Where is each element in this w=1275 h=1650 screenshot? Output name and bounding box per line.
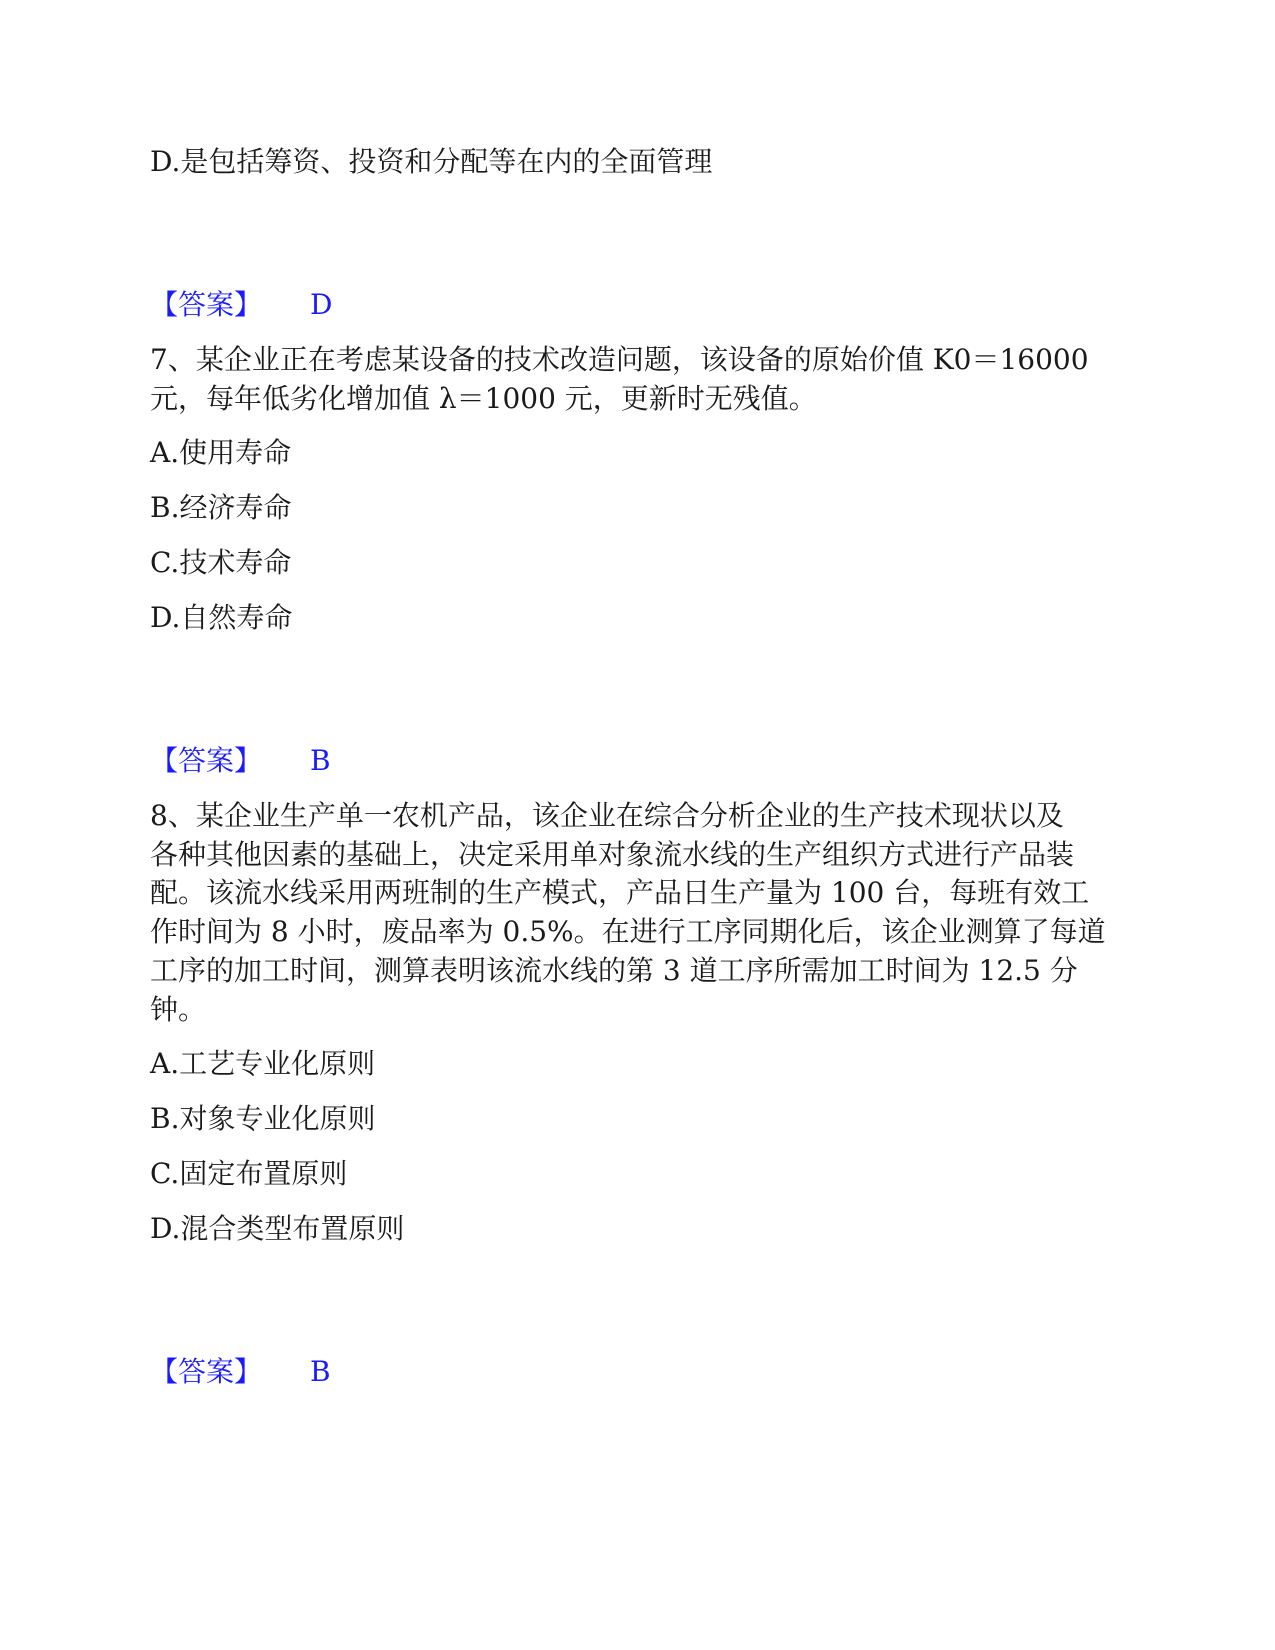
question-7-line-1: 7、某企业正在考虑某设备的技术改造问题，该设备的原始价值 K0＝16000 [150,343,1089,376]
option-c: C.技术寿命 [150,546,292,579]
answer-value: D [310,288,333,321]
option-d: D.自然寿命 [150,601,293,634]
answer-value: B [310,1355,331,1388]
option-top-d: D.是包括筹资、投资和分配等在内的全面管理 [150,145,713,178]
answer-1 [150,284,332,326]
option-d: D.混合类型布置原则 [150,1212,405,1245]
answer-3 [150,1351,331,1393]
question-8-line-6: 钟。 [150,993,207,1026]
question-7-line-2: 元，每年低劣化增加值 λ＝1000 元，更新时无残值。 [150,382,817,415]
option-b: B.对象专业化原则 [150,1102,376,1135]
answer-label: 【答案】 [150,288,263,321]
question-8-line-5: 工序的加工时间，测算表明该流水线的第 3 道工序所需加工时间为 12.5 分 [150,954,1078,987]
question-8-line-1: 8、某企业生产单一农机产品，该企业在综合分析企业的生产技术现状以及 [150,799,1064,832]
option-a: A.使用寿命 [150,436,292,469]
option-a: A.工艺专业化原则 [150,1047,376,1080]
answer-label: 【答案】 [150,1355,263,1388]
answer-label: 【答案】 [150,744,263,777]
question-8-line-2: 各种其他因素的基础上，决定采用单对象流水线的生产组织方式进行产品装 [150,838,1075,871]
option-c: C.固定布置原则 [150,1157,348,1190]
question-8-line-3: 配。该流水线采用两班制的生产模式，产品日生产量为 100 台，每班有效工 [150,876,1090,909]
question-8-line-4: 作时间为 8 小时，废品率为 0.5%。在进行工序同期化后，该企业测算了每道 [150,915,1106,948]
answer-value: B [310,744,331,777]
answer-2 [150,740,331,782]
option-b: B.经济寿命 [150,491,292,524]
